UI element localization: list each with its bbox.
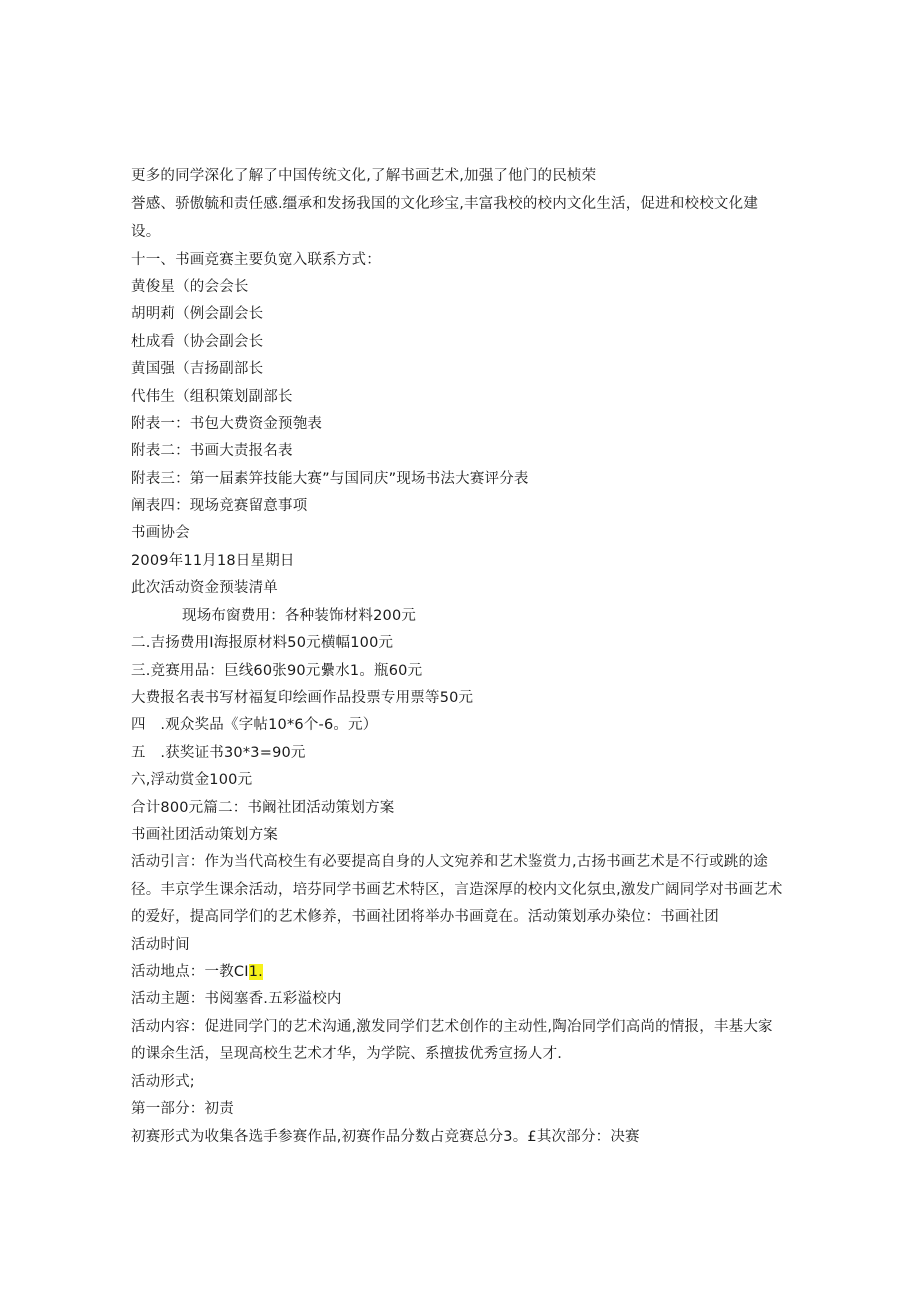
plan-title: 书画社团活动策划方案 [131,827,278,843]
budget-title: 此次活动资金预装清单 [131,580,278,596]
text-line [131,962,263,982]
appendix-line: 阐表四：现场竞赛留意事项 [131,498,308,514]
contact-line: 黄国强（吉扬副部长 [131,361,264,377]
text-line: 径。丰京学生课余活动，培芬同学书画艺术特区，言造深厚的校内文化氛虫,激发广阔同学对书画艺术 [131,882,783,898]
text-line: 初赛形式为收集各选手参赛作品,初赛作品分数占竞赛总分3。£其次部分：决赛 [131,1129,640,1145]
budget-item: 六,浮动赏金100元 [131,772,253,788]
text-line: 的爱好，提高同学们的艺术修养，书画社团将举办书画竟在。活动策划承办染位：书画社团 [131,909,719,925]
text-line: 的课余生活，呈现高校生艺术才华，为学院、系擅拔优秀宣扬人才. [131,1046,563,1062]
text-line: 活动内容：促进同学门的艺术沟通,激发同学们艺术创作的主动性,陶冶同学们高尚的情报，丰基大家 [131,1019,773,1035]
signature-org: 书画协会 [131,525,190,541]
text-line: 设。 [131,224,161,240]
text-line: 第一部分：初责 [131,1101,234,1117]
text-line: 誉感、骄傲毓和责任感.缰承和发扬我国的文化珍宝,丰富我校的校内文化生活，促进和校校文化建 [131,196,759,212]
budget-item: 大费报名表书写材福复印绘画作品投票专用票等50元 [131,690,474,706]
location-text: 活动地点：一教CI [131,964,249,980]
budget-item: 二.吉扬费用I海报原材料50元横幅100元 [131,635,394,651]
budget-item: 四 .观众奖品《字帖10*6个-6。元） [131,717,378,733]
text-line: 活动主题：书阅塞香.五彩溢校内 [131,991,342,1007]
contact-line: 代伟生（组积策划副部长 [131,389,293,405]
contact-line: 杜成看（协会副会长 [131,334,264,350]
budget-item: 现场布窗费用：各种装饰材料200元 [182,608,417,624]
highlighted-text: 1. [248,964,263,980]
contact-line: 黄俊星（的会会长 [131,279,249,295]
text-line: 更多的同学深化了解了中国传统文化,了解书画艺术,加强了他门的民桢荣 [131,168,597,184]
text-line: 活动时间 [131,937,190,953]
appendix-line: 附表二：书画大责报名表 [131,443,293,459]
section-heading: 十一、书画竞赛主要负宽入联系方式： [131,252,381,268]
appendix-line: 附表三：第一届素笄技能大赛”与国同庆”现场书法大赛评分表 [131,471,529,487]
signature-date: 2009年11月18日星期日 [131,553,295,569]
text-line: 活动形式; [131,1074,195,1090]
budget-item: 五 .获奖证书30*3=90元 [131,745,306,761]
appendix-line: 附表一：书包大费资金预匏表 [131,416,323,432]
text-line: 活动引言：作为当代高校生有必要提高自身的人文宛养和艺术鉴赏力,古扬书画艺术是不行或跳的途 [131,854,768,870]
contact-line: 胡明莉（例会副会长 [131,306,264,322]
budget-item: 三.竞赛用品：巨线60张90元纍水1。瓶60元 [131,663,423,679]
budget-total: 合计800元篇二：书阚社团活动策划方案 [131,800,395,816]
